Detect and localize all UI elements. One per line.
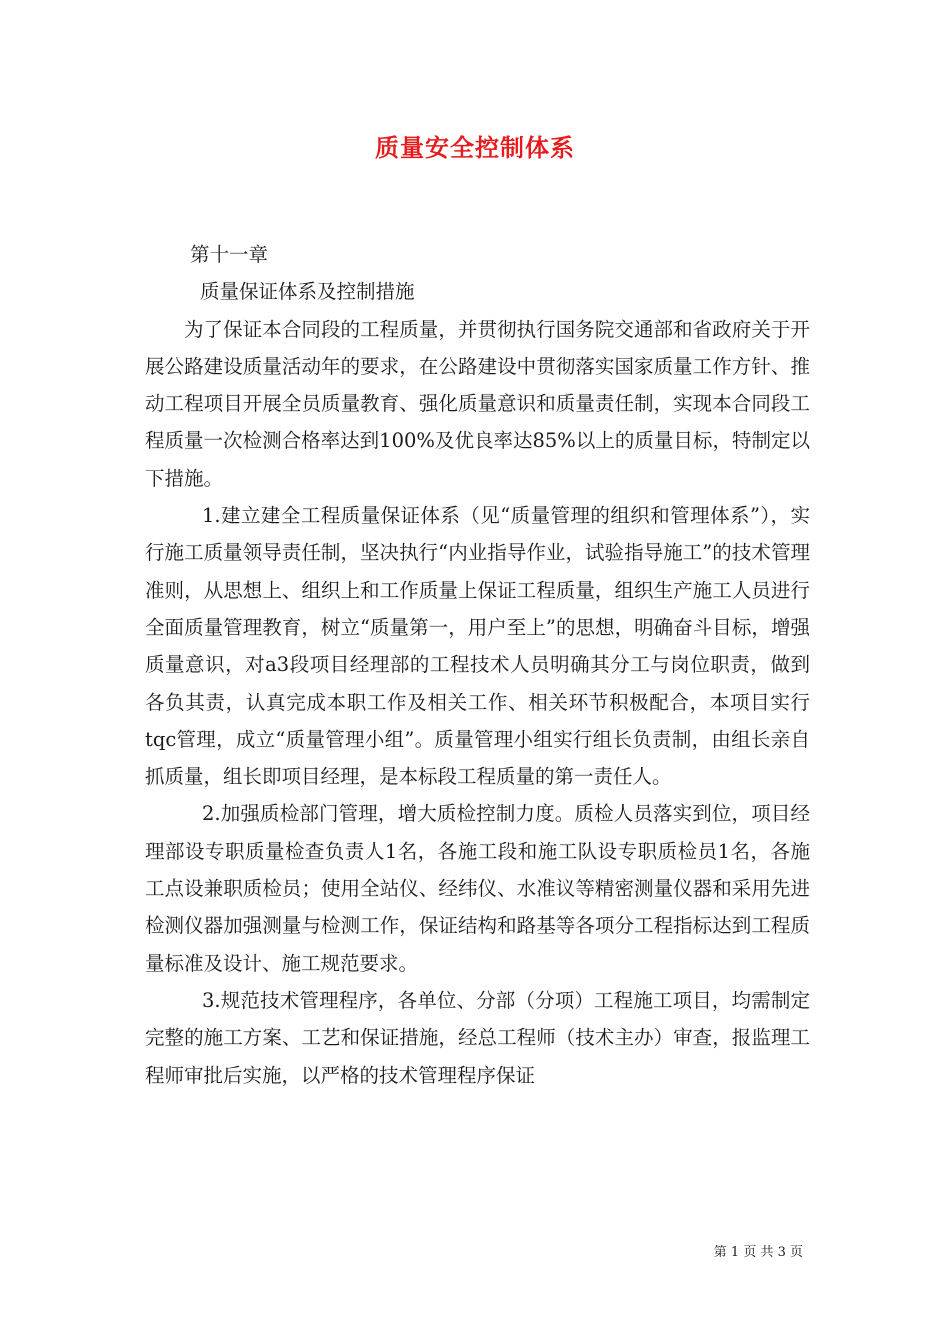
document-title: 质量安全控制体系: [375, 133, 575, 162]
measure-item-3: 3.规范技术管理程序，各单位、分部（分项）工程施工项目，均需制定完整的施工方案、工艺和保证措施，经总工程师（技术主办）审查，报监理工程师审批后实施，以严格的技术管理程序保证: [145, 988, 810, 1087]
measure-item-2: 2.加强质检部门管理，增大质检控制力度。质检人员落实到位，项目经理部设专职质量检查负责人1名，各施工段和施工队设专职质检员1名，各施工点设兼职质检员；使用全站仪、经纬仪、水准议等精密测量仪器和采用先进检测仪器加强测量与检测工作，保证结构和路基等各项分工程指标达到工程质量标准及设计、施工规范要求。: [145, 802, 810, 975]
section-subheading: 质量保证体系及控制措施: [200, 280, 415, 304]
intro-paragraph: 为了保证本合同段的工程质量，并贯彻执行国务院交通部和省政府关于开展公路建设质量活动年的要求，在公路建设中贯彻落实国家质量工作方针、推动工程项目开展全员质量教育、强化质量意识和质量责任制，实现本合同段工程质量一次检测合格率达到100%及优良率达85%以上的质量目标，特制定以下措施。: [145, 317, 810, 490]
chapter-heading: 第十一章: [190, 243, 269, 266]
measure-item-1: 1.建立建全工程质量保证体系（见“质量管理的组织和管理体系”），实行施工质量领导责任制，坚决执行“内业指导作业，试验指导施工”的技术管理准则，从思想上、组织上和工作质量上保证工程质量，组织生产施工人员进行全面质量管理教育，树立“质量第一，用户至上”的思想，明确奋斗目标，增强质量意识，对a3段项目经理部的工程技术人员明确其分工与岗位职责，做到各负其责，认真完成本职工作及相关工作、相关环节积极配合，本项目实行tqc管理，成立“质量管理小组”。质量管理小组实行组长负责制，由组长亲自抓质量，组长即项目经理，是本标段工程质量的第一责任人。: [145, 504, 810, 789]
document-body: [145, 236, 810, 1094]
page-number-footer: 第 1 页 共 3 页: [713, 1245, 803, 1260]
